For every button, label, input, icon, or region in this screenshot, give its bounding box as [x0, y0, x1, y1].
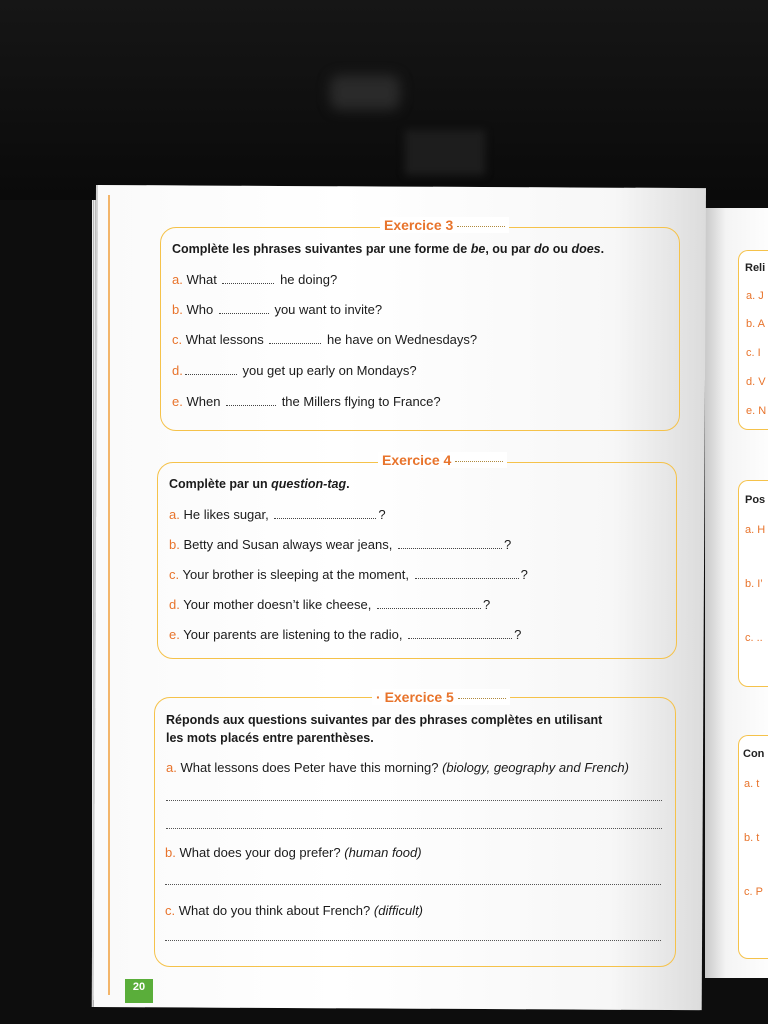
fill-blank[interactable] [226, 404, 276, 406]
page-margin-rule [108, 195, 110, 995]
fill-blank[interactable] [219, 312, 269, 314]
exercise-4-item: e. Your parents are listening to the radio, ? [169, 627, 522, 642]
fill-blank[interactable] [274, 517, 376, 519]
right-page-item: b. I’ [745, 578, 763, 590]
exercise-4-item: c. Your brother is sleeping at the moment, ? [169, 567, 528, 582]
background-blur-shape [405, 130, 485, 175]
page-number-badge: 20 [125, 979, 153, 1003]
right-page-box [738, 250, 768, 430]
right-page-item: e. N [746, 405, 767, 417]
fill-blank[interactable] [222, 282, 274, 284]
fill-blank[interactable] [398, 547, 502, 549]
exercise-3-item: c. What lessons he have on Wednesdays? [172, 332, 478, 347]
right-page-item: a. H [745, 524, 766, 536]
answer-line[interactable] [165, 884, 661, 885]
exercise-5-instruction: Réponds aux questions suivantes par des phrases complètes en utilisant [166, 713, 603, 727]
right-page-item: d. V [746, 376, 766, 388]
answer-line[interactable] [166, 828, 662, 829]
right-page-label: Pos [745, 494, 766, 506]
right-page-item: b. t [744, 832, 760, 844]
exercise-3-item: b. Who you want to invite? [172, 302, 383, 317]
exercise-4-item: b. Betty and Susan always wear jeans, ? [169, 537, 512, 552]
right-page-item: a. t [744, 778, 760, 790]
right-page-box [738, 735, 768, 959]
right-page-label: Reli [745, 262, 766, 274]
right-page-label: Con [743, 748, 765, 760]
exercise-4-item: a. He likes sugar, ? [169, 507, 386, 522]
exercise-3-item: a. What he doing? [172, 272, 338, 287]
exercise-4-title: Exercice 4 [378, 452, 507, 468]
fill-blank[interactable] [377, 607, 481, 609]
fill-blank[interactable] [269, 342, 321, 344]
exercise-5-title: · Exercice 5 [372, 689, 510, 705]
exercise-3-item: d. you get up early on Mondays? [172, 363, 417, 378]
answer-line[interactable] [165, 940, 661, 941]
exercise-3-title: Exercice 3 [380, 217, 509, 233]
right-page-item: c. I [746, 347, 761, 359]
fill-blank[interactable] [415, 577, 519, 579]
background-blur-shape [330, 75, 400, 110]
exercise-4-instruction: Complète par un question-tag. [169, 477, 350, 491]
exercise-4-item: d. Your mother doesn’t like cheese, ? [169, 597, 491, 612]
exercise-5-question: c. What do you think about French? (difficult) [165, 903, 424, 918]
right-page-item: b. A [746, 318, 765, 330]
fill-blank[interactable] [185, 373, 237, 375]
fill-blank[interactable] [408, 637, 512, 639]
exercise-5-question: b. What does your dog prefer? (human food) [165, 845, 422, 860]
right-page-item: c. P [744, 886, 763, 898]
exercise-3-instruction: Complète les phrases suivantes par une forme de be, ou par do ou does. [172, 242, 605, 256]
exercise-3-item: e. When the Millers flying to France? [172, 394, 441, 409]
exercise-5-instruction: les mots placés entre parenthèses. [166, 731, 374, 745]
exercise-5-question: a. What lessons does Peter have this morning? (biology, geography and French) [166, 760, 629, 775]
answer-line[interactable] [166, 800, 662, 801]
right-page-item: c. .. [745, 632, 763, 644]
right-page-item: a. J [746, 290, 764, 302]
